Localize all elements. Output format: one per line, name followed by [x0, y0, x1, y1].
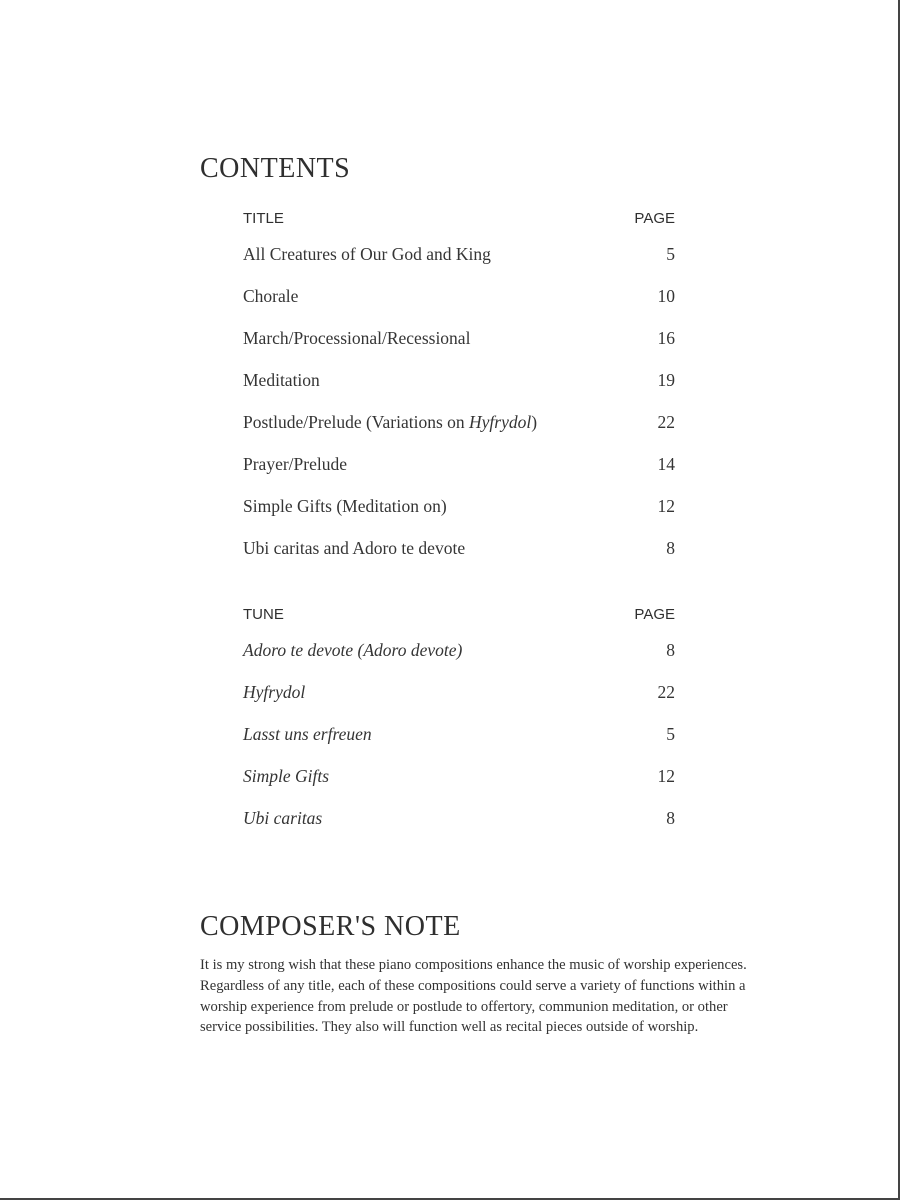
tune-column-header [243, 604, 675, 626]
entry-page-number: 8 [666, 640, 675, 660]
toc-entry [243, 806, 675, 848]
entry-title: Hyfrydol [243, 682, 306, 702]
toc-entry [243, 722, 675, 764]
toc-entry [243, 368, 675, 410]
contents-tune-list [243, 604, 675, 848]
entry-page-number: 22 [657, 682, 675, 702]
toc-entry [243, 452, 675, 494]
entry-title [243, 410, 537, 452]
entry-title: Ubi caritas and Adoro te devote [243, 538, 466, 558]
toc-entry [243, 764, 675, 806]
contents-heading: CONTENTS [200, 153, 351, 184]
entry-page-number: 14 [657, 454, 675, 474]
entry-page-number: 8 [666, 808, 675, 828]
entry-title: March/Processional/Recessional [243, 328, 471, 348]
entry-title: Simple Gifts [243, 766, 330, 786]
title-header-label: TITLE [243, 210, 284, 227]
toc-entry [243, 638, 675, 680]
entry-page-number: 19 [657, 370, 675, 390]
toc-entry [243, 242, 675, 284]
entry-title: Simple Gifts (Meditation on) [243, 496, 447, 516]
entry-page-number: 5 [666, 244, 675, 264]
entry-page-number: 10 [657, 286, 675, 306]
entry-page-number: 22 [657, 412, 675, 432]
entry-title: Prayer/Prelude [243, 454, 347, 474]
toc-entry [243, 536, 675, 578]
entry-page-number: 8 [666, 538, 675, 558]
entry-title: Lasst uns erfreuen [243, 724, 372, 744]
toc-entry [243, 494, 675, 536]
entry-title: Adoro te devote (Adoro devote) [243, 640, 463, 660]
contents-title-list [243, 208, 675, 578]
entry-page-number: 16 [657, 328, 675, 348]
composers-note-body: It is my strong wish that these piano compositions enhance the music of worship experiences. Regardless of any title, each of these compositions could serve a variety of functions within a worship experience from prelude or postlude to offertory, communion meditation, or other service possibilities. They also will function well as recital pieces outside of worship. [200, 957, 747, 1036]
page-header-label: PAGE [634, 210, 675, 227]
page-header-label: PAGE [634, 606, 675, 623]
entry-title: All Creatures of Our God and King [243, 244, 491, 264]
title-column-header [243, 208, 675, 230]
composers-note-heading: COMPOSER'S NOTE [200, 911, 461, 942]
tune-header-label: TUNE [243, 606, 284, 623]
entry-title: Chorale [243, 286, 299, 306]
entry-page-number: 5 [666, 724, 675, 744]
entry-title-prefix: Postlude/Prelude (Variations on [243, 412, 470, 432]
entry-page-number: 12 [657, 496, 675, 516]
toc-entry [243, 680, 675, 722]
entry-title: Meditation [243, 370, 320, 390]
entry-page-number: 12 [657, 766, 675, 786]
toc-entry [243, 284, 675, 326]
toc-entry [243, 410, 675, 452]
toc-entry [243, 326, 675, 368]
entry-title-suffix: ) [531, 412, 538, 432]
entry-title-italic: Hyfrydol [469, 412, 532, 432]
entry-title: Ubi caritas [243, 808, 323, 828]
